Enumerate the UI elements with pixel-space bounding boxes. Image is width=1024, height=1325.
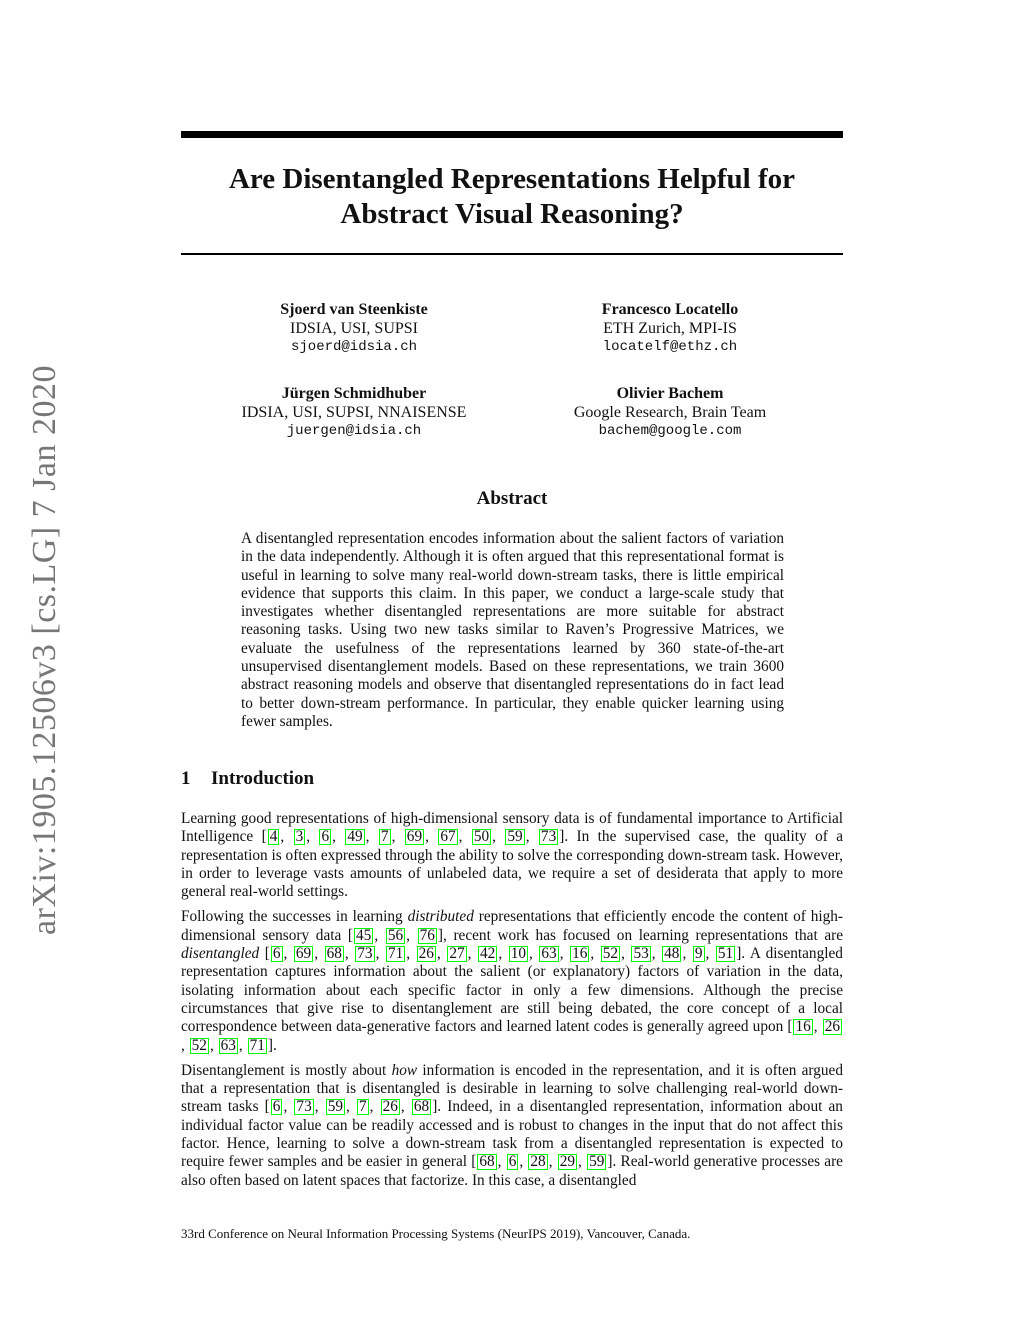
author-affiliation: IDSIA, USI, SUPSI, NNAISENSE — [241, 403, 467, 421]
citation-link[interactable]: 4 — [269, 828, 278, 846]
abstract-text: A disentangled representation encodes information about the salient factors of variation in the data independently. Although it is often argued that this representational format is useful in learning to solve many real-world down-stream tasks, there is little empirical evidence that supports this claim. In this paper, we conduct a large-scale study that investigates whether disentangled representations are more suitable for abstract reasoning tasks. Using two new tasks similar to Raven’s Progressive Matrices, we evaluate the usefulness of the representations learned by 360 state-of-the-art unsupervised disentanglement models. Based on these representations, we train 3600 abstract reasoning models and observe that disentangled representations do in fact lead to better down-stream performance. In particular, they enable quicker learning using fewer samples. — [241, 530, 784, 730]
citation-link[interactable]: 45 — [356, 926, 372, 944]
citation-link[interactable]: 49 — [347, 828, 363, 846]
paragraph-text: [ — [259, 945, 270, 963]
paragraph-text: Learning good representations of high-dimensional sensory data is of fundamental importance to Artificial Intelligence [ — [181, 810, 843, 846]
paragraph-text: representations that efficiently encode the content of high-dimensional sensory data [ — [181, 908, 844, 944]
citation-link[interactable]: 69 — [406, 828, 423, 846]
citation-link[interactable]: 6 — [272, 1098, 281, 1116]
citation-link[interactable]: 53 — [633, 945, 649, 963]
paragraph-text: ]. — [267, 1036, 277, 1054]
emphasized-term: distributed — [407, 908, 474, 926]
author-name: Francesco Locatello — [601, 301, 739, 318]
citation-link[interactable]: 26 — [382, 1098, 398, 1116]
author-email[interactable]: sjoerd@idsia.ch — [290, 339, 418, 355]
citation-link[interactable]: 56 — [387, 926, 404, 944]
citation-link[interactable]: 42 — [480, 945, 496, 963]
author-email[interactable]: bachem@google.com — [598, 423, 742, 439]
paragraph-text: ]. Indeed, in a disentangled representation, information about an individual factor value can be readily accessed and is robust to changes in the input that do not affect this factor. Hence, learning to solve a down-stream task from a disentangled representation is expected to require fewer samples and be easier in general [ — [181, 1098, 843, 1171]
paragraph-text: information is encoded in the representation, and it is often argued that a representation that is disentangled is desirable in learning to solve challenging real-world down-stream tasks [ — [181, 1061, 843, 1116]
citation-link[interactable]: 26 — [418, 945, 434, 963]
citation-link[interactable]: 71 — [249, 1036, 265, 1054]
arxiv-identifier-text: arXiv:1905.12506v3 [cs.LG] 7 Jan 2020 — [26, 365, 63, 935]
citation-link[interactable]: 10 — [510, 945, 527, 963]
citation-link[interactable]: 28 — [530, 1153, 546, 1171]
author-block — [510, 385, 830, 441]
conference-footnote: 33rd Conference on Neural Information Processing Systems (NeurIPS 2019), Vancouver, Canada. — [181, 1226, 691, 1241]
citation-link[interactable]: 63 — [220, 1036, 236, 1054]
author-affiliation: IDSIA, USI, SUPSI — [289, 319, 419, 337]
citation-link[interactable]: 63 — [541, 945, 557, 963]
paper-title-line-1: Are Disentangled Representations Helpful for — [228, 163, 795, 195]
citation-link[interactable]: 7 — [380, 828, 389, 846]
paragraph-text: Following the successes in learning — [181, 908, 408, 926]
author-email[interactable]: juergen@idsia.ch — [286, 423, 422, 439]
author-block — [194, 301, 514, 357]
citation-link[interactable]: 76 — [419, 926, 435, 944]
author-block — [510, 301, 830, 357]
citation-link[interactable]: 29 — [559, 1153, 576, 1171]
citation-link[interactable]: 9 — [694, 945, 703, 963]
title-top-rule — [181, 131, 843, 138]
section-number: 1 — [181, 768, 191, 789]
section-title: Introduction — [211, 768, 315, 789]
citation-link[interactable]: 69 — [295, 945, 312, 963]
paragraph-text: ], recent work has focused on learning representations that are — [437, 926, 844, 944]
paper-title — [181, 162, 843, 232]
citation-link[interactable]: 6 — [508, 1153, 517, 1171]
citation-link[interactable]: 71 — [387, 945, 404, 963]
body-paragraph: Learning good representations of high-dimensional sensory data is of fundamental importance to Artificial Intelligence [ 4 , 3 , 6 , 49 , 7 , 69 , 67 , 50 , 59 , 73 ]. In the supervised case, the quality of a representation is often expressed through the ability to solve the corresponding down-stream task. However, in order to leverage vasts amounts of unlabeled data, we require a set of desiderata that apply to more general real-world settings. — [181, 810, 844, 901]
citation-link[interactable]: 7 — [358, 1098, 367, 1116]
paper-title-line-2: Abstract Visual Reasoning? — [340, 198, 684, 230]
citation-link[interactable]: 6 — [321, 828, 330, 846]
paragraph-text: Disentanglement is mostly about — [181, 1061, 392, 1079]
citation-link[interactable]: 73 — [540, 828, 557, 846]
author-name: Jürgen Schmidhuber — [281, 385, 427, 402]
citation-link[interactable]: 59 — [589, 1153, 605, 1171]
citation-link[interactable]: 73 — [357, 945, 373, 963]
author-affiliation: Google Research, Brain Team — [573, 403, 767, 421]
citation-link[interactable]: 59 — [327, 1098, 343, 1116]
citation-link[interactable]: 48 — [664, 945, 680, 963]
author-affiliation: ETH Zurich, MPI-IS — [603, 319, 737, 337]
citation-link[interactable]: 27 — [449, 945, 465, 963]
paragraph-text: ]. In the supervised case, the quality of a representation is often expressed through the ability to solve the corresponding down-stream task. However, in order to leverage vasts amounts of unlabeled data, we require a set of desiderata that apply to more general real-world settings. — [181, 828, 844, 901]
citation-link[interactable]: 52 — [191, 1036, 207, 1054]
emphasized-term: how — [391, 1061, 418, 1079]
citation-link[interactable]: 68 — [479, 1153, 495, 1171]
author-name: Olivier Bachem — [616, 385, 724, 402]
citation-link[interactable]: 16 — [795, 1018, 811, 1036]
citation-link[interactable]: 68 — [326, 945, 342, 963]
author-name: Sjoerd van Steenkiste — [280, 301, 428, 318]
citation-link[interactable]: 16 — [572, 945, 588, 963]
citation-link[interactable]: 26 — [824, 1018, 840, 1036]
citation-link[interactable]: 68 — [413, 1098, 430, 1116]
citation-link[interactable]: 52 — [602, 945, 619, 963]
emphasized-term: disentangled — [181, 945, 260, 963]
citation-link[interactable]: 59 — [507, 828, 523, 846]
citation-link[interactable]: 50 — [473, 828, 490, 846]
introduction-body — [181, 810, 843, 1197]
body-paragraph: Following the successes in learning distributed representations that efficiently encode the content of high-dimensional sensory data [ 45 , 56 , 76 ], recent work has focused on learning representations that are disentangled [ 6 , 69 , 68 , 73 , 71 , 26 , 27 , 42 , 10 , 63 , 16 , 52 , 53 , 48 , 9 , 51 ]. A disentangled representation captures information about the salient (or explanatory) factors of variation in the data, isolating information about each specific factor in only a few dimensions. Although the precise circumstances that give rise to disentanglement are still being debated, the core concept of a local correspondence between data-generative factors and learned latent codes is generally agreed upon [ 16 , 26, 52 , 63 , 71 ]. — [181, 908, 844, 1054]
citation-link[interactable]: 6 — [272, 945, 281, 963]
author-block — [194, 385, 514, 441]
section-heading — [181, 767, 314, 791]
citation-link[interactable]: 73 — [296, 1098, 312, 1116]
title-bottom-rule — [181, 253, 843, 255]
paragraph-text: ]. Real-world generative processes are also often based on latent spaces that factorize. In this case, a disentangled — [181, 1153, 843, 1189]
citation-link[interactable]: 67 — [440, 828, 456, 846]
citation-link[interactable]: 51 — [717, 945, 734, 963]
citation-link[interactable]: 3 — [295, 828, 304, 846]
body-paragraph: Disentanglement is mostly about how information is encoded in the representation, and it is often argued that a representation that is disentangled is desirable in learning to solve challenging real-world down-stream tasks [ 6 , 73 , 59 , 7 , 26 , 68 ]. Indeed, in a disentangled representation, information about an individual factor value can be readily accessed and is robust to changes in the input that do not affect this factor. Hence, learning to solve a down-stream task from a disentangled representation is expected to require fewer samples and be easier in general [ 68 , 6 , 28 , 29 , 59 ]. Real-world generative processes are also often based on latent spaces that factorize. In this case, a disentangled — [181, 1061, 843, 1189]
author-email[interactable]: locatelf@ethz.ch — [602, 339, 738, 355]
abstract-heading: Abstract — [476, 488, 548, 509]
paragraph-text: ]. A disentangled representation captures information about the salient (or explanatory) factors of variation in the data, isolating information about each specific factor in only a few dimensions. Although the precise circumstances that give rise to disentanglement are still being debated, the core concept of a local correspondence between data-generative factors and learned latent codes is generally agreed upon [ — [181, 945, 843, 1036]
